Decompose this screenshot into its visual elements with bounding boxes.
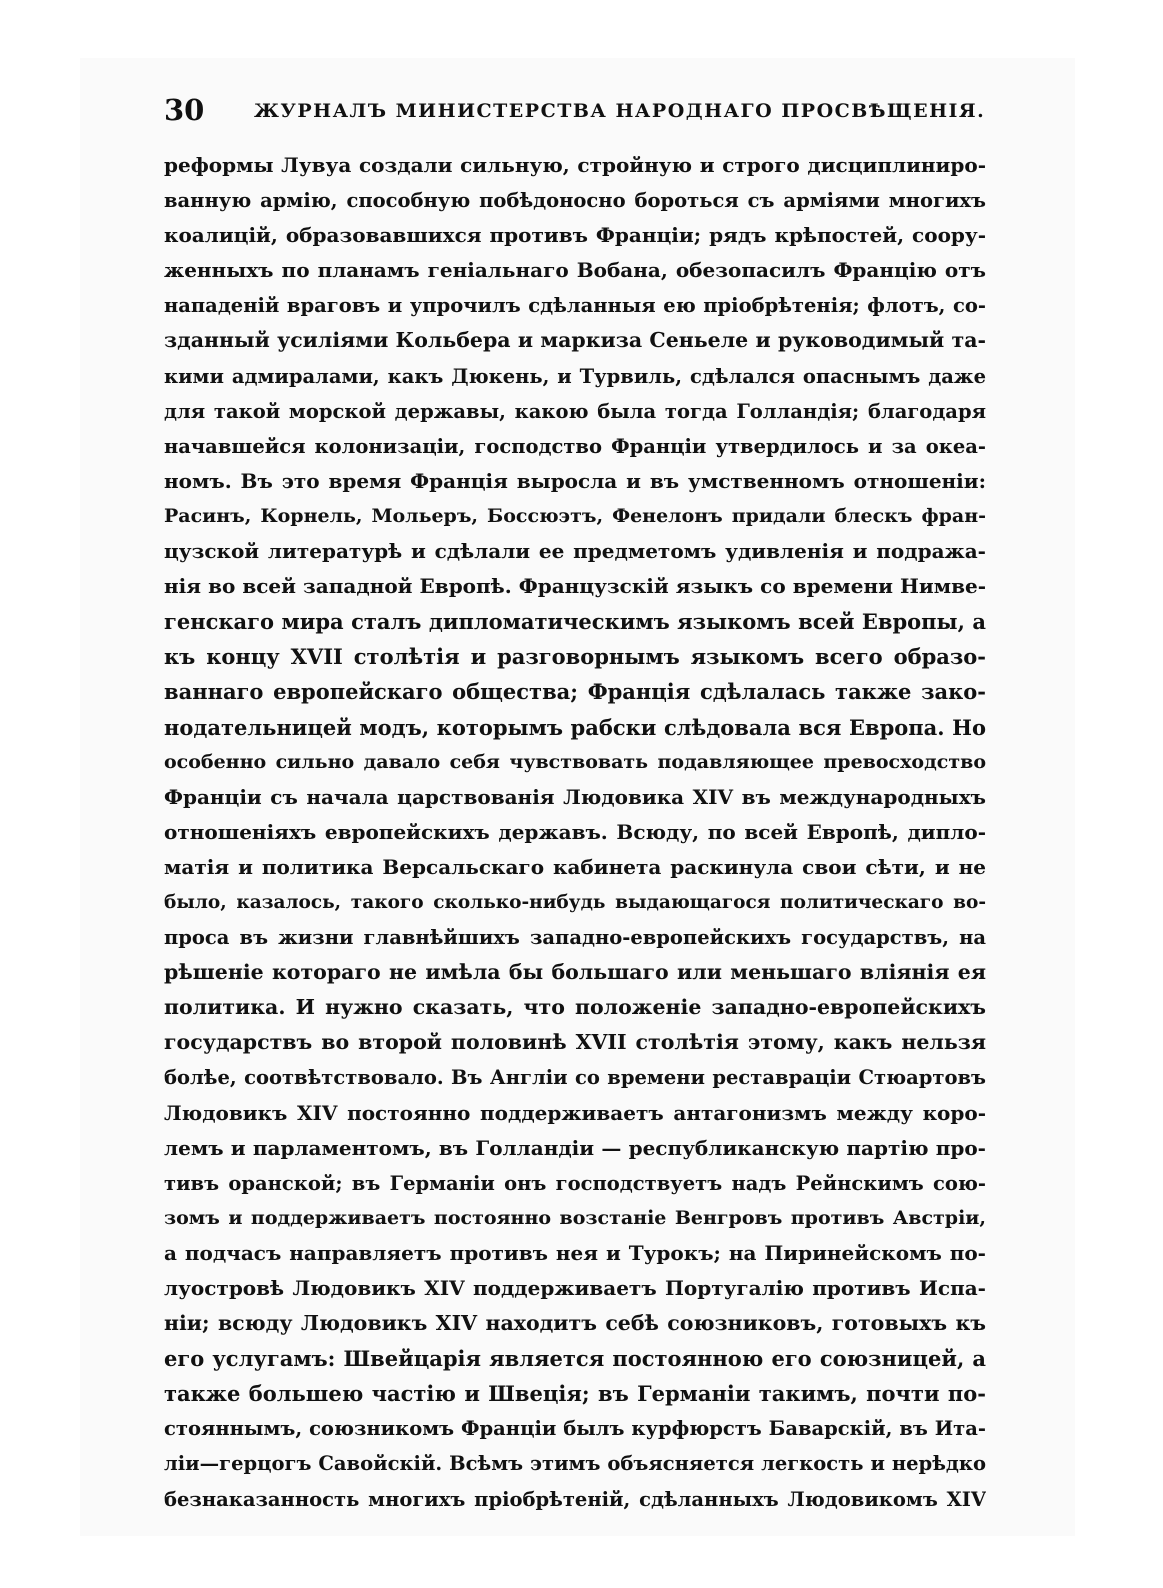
body-text: [164, 148, 986, 1517]
text-line: луостровѣ Людовикъ XIV поддерживаетъ Португалію противъ Испа-: [164, 1276, 986, 1300]
text-line: нападеній враговъ и упрочилъ сдѣланныя ею пріобрѣтенія; флотъ, со-: [164, 294, 986, 318]
text-line: матія и политика Версальскаго кабинета раскинула свои сѣти, и не: [164, 854, 986, 879]
text-line: государствъ во второй половинѣ XVII столѣтія этому, какъ нельзя: [164, 1030, 986, 1055]
text-line: ліи—герцогъ Савойскій. Всѣмъ этимъ объясняется легкость и нерѣдко: [164, 1452, 986, 1476]
text-line: ніи; всюду Людовикъ XIV находитъ себѣ союзниковъ, готовыхъ къ: [164, 1311, 986, 1336]
text-line: Людовикъ XIV постоянно поддерживаетъ антагонизмъ между коро-: [164, 1100, 986, 1125]
text-line: женныхъ по планамъ геніальнаго Вобана, обезопасилъ Францію отъ: [164, 258, 986, 283]
text-line: нія во всей западной Европѣ. Французскій языкъ со времени Нимве-: [164, 574, 986, 599]
text-line: Франціи съ начала царствованія Людовика XIV въ международныхъ: [164, 784, 986, 809]
text-line: зомъ и поддерживаетъ постоянно возстаніе Венгровъ противъ Австріи,: [164, 1206, 986, 1229]
text-line: начавшейся колонизаціи, господство Франціи утвердилось и за океа-: [164, 434, 986, 458]
text-line: отношеніяхъ европейскихъ державъ. Всюду, по всей Европѣ, дипло-: [164, 819, 986, 844]
text-line: лемъ и парламентомъ, въ Голландіи — республиканскую партію про-: [164, 1135, 986, 1160]
text-line: реформы Лувуа создали сильную, стройную и строго дисциплиниро-: [164, 153, 986, 177]
text-line: нодательницей модъ, которымъ рабски слѣдовала вся Европа. Но: [164, 714, 986, 740]
text-line: также большею частію и Швеція; въ Германіи такимъ, почти по-: [164, 1381, 986, 1407]
text-line: безнаказанность многихъ пріобрѣтеній, сдѣланныхъ Людовикомъ XIV: [164, 1487, 986, 1511]
text-line: кими адмиралами, какъ Дюкень, и Турвиль, сдѣлался опаснымъ даже: [164, 364, 986, 388]
text-line: зданный усиліями Кольбера и маркиза Сеньеле и руководимый та-: [164, 328, 986, 353]
text-line: тивъ оранской; въ Германіи онъ господствуетъ надъ Рейнскимъ сою-: [164, 1171, 986, 1195]
text-line: для такой морской державы, какою была тогда Голландія; благодаря: [164, 399, 986, 423]
text-line: ванную армію, способную побѣдоносно бороться съ арміями многихъ: [164, 189, 986, 213]
text-line: рѣшеніе котораго не имѣла бы большаго или меньшаго вліянія ея: [164, 960, 986, 985]
text-line: къ концу XVII столѣтія и разговорнымъ языкомъ всего образо-: [164, 644, 986, 670]
text-line: стояннымъ, союзникомъ Франціи былъ курфюрстъ Баварскій, въ Ита-: [164, 1417, 986, 1441]
page-number: 30: [164, 93, 205, 127]
text-line: его услугамъ: Швейцарія является постоянною его союзницей, а: [164, 1346, 986, 1372]
text-line: цузской литературѣ и сдѣлали ее предметомъ удивленія и подража-: [164, 539, 986, 564]
text-line: Расинъ, Корнель, Мольеръ, Боссюэтъ, Фенелонъ придали блескъ фран-: [164, 504, 986, 527]
text-line: ваннаго европейскаго общества; Франція сдѣлалась также зако-: [164, 679, 986, 705]
text-line: коалицій, образовавшихся противъ Франціи; рядъ крѣпостей, соору-: [164, 223, 986, 248]
page-header: [164, 93, 984, 127]
text-line: проса въ жизни главнѣйшихъ западно-европейскихъ государствъ, на: [164, 926, 986, 950]
text-line: генскаго мира сталъ дипломатическимъ языкомъ всей Европы, а: [164, 609, 986, 635]
text-line: политика. И нужно сказать, что положеніе западно-европейскихъ: [164, 995, 986, 1020]
text-line: а подчасъ направляетъ противъ нея и Турокъ; на Пиринейскомъ по-: [164, 1240, 986, 1265]
text-line: было, казалось, такого сколько-нибудь выдающагося политическаго во-: [164, 891, 986, 913]
text-line: особенно сильно давало себя чувствовать подавляющее превосходство: [164, 750, 986, 773]
text-line: болѣе, соотвѣтствовало. Въ Англіи со времени реставраціи Стюартовъ: [164, 1066, 986, 1090]
text-line: номъ. Въ это время Франція выросла и въ умственномъ отношеніи:: [164, 468, 986, 493]
running-head: ЖУРНАЛЪ МИНИСТЕРСТВА НАРОДНАГО ПРОСВѢЩЕНІЯ.: [254, 100, 986, 122]
